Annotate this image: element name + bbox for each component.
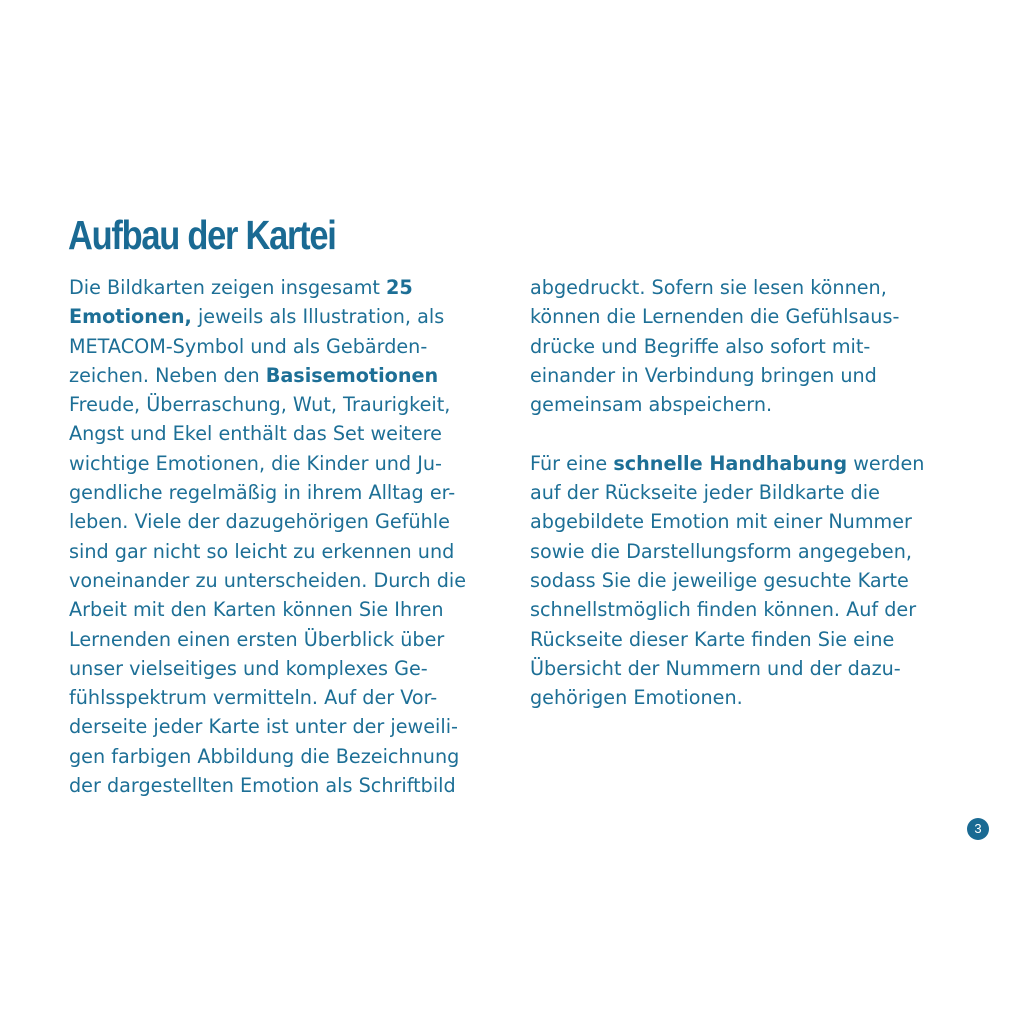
text-line: voneinander zu unterscheiden. Durch die — [69, 568, 467, 592]
text-line: Lernenden einen ersten Überblick über — [69, 627, 445, 651]
paragraph-gap — [530, 419, 970, 448]
page-title: Aufbau der Kartei — [68, 212, 336, 258]
text-line: Für eine schnelle Handhabung werden — [530, 451, 925, 475]
text-line: Emotionen, jeweils als Illustration, als — [69, 305, 445, 329]
text-line: sodass Sie die jeweilige gesuchte Karte — [530, 568, 909, 592]
text-line: fühlsspektrum vermitteln. Auf der Vor- — [69, 686, 438, 710]
text-line: abgebildete Emotion mit einer Nummer — [530, 510, 912, 534]
text-line: METACOM-Symbol und als Gebärden- — [69, 334, 428, 358]
text-line: derseite jeder Karte ist unter der jeweili- — [69, 715, 458, 739]
text-line: unser vielseitiges und komplexes Ge- — [69, 656, 428, 680]
text-line: gemeinsam abspeichern. — [530, 393, 773, 417]
text-line: drücke und Begriffe also sofort mit- — [530, 334, 871, 358]
text-line: sind gar nicht so leicht zu erkennen und — [69, 539, 455, 563]
text-line: abgedruckt. Sofern sie lesen können, — [530, 276, 887, 299]
page-number-badge: 3 — [967, 818, 989, 840]
text-line: gendliche regelmäßig in ihrem Alltag er- — [69, 481, 456, 505]
text-line: Freude, Überraschung, Wut, Traurigkeit, — [69, 393, 451, 417]
text-line: zeichen. Neben den Basisemotionen — [69, 363, 439, 387]
text-line: sowie die Darstellungsform angegeben, — [530, 539, 912, 563]
text-line: wichtige Emotionen, die Kinder und Ju- — [69, 451, 442, 475]
text-line: Arbeit mit den Karten können Sie Ihren — [69, 598, 444, 622]
text-line: leben. Viele der dazugehörigen Gefühle — [69, 510, 450, 534]
text-line: einander in Verbindung bringen und — [530, 363, 877, 387]
text-line: Übersicht der Nummern und der dazu- — [530, 656, 901, 680]
text-line: Angst und Ekel enthält das Set weitere — [69, 422, 442, 446]
text-line: Rückseite dieser Karte finden Sie eine — [530, 627, 895, 651]
right-column — [530, 273, 970, 712]
left-column — [69, 273, 509, 800]
text-line: schnellstmöglich finden können. Auf der — [530, 598, 917, 622]
text-line: können die Lernenden die Gefühlsaus- — [530, 305, 900, 329]
text-line: der dargestellten Emotion als Schriftbild — [69, 774, 456, 798]
text-line: auf der Rückseite jeder Bildkarte die — [530, 481, 880, 505]
text-line: gen farbigen Abbildung die Bezeichnung — [69, 744, 460, 768]
text-line: Die Bildkarten zeigen insgesamt 25 — [69, 276, 413, 299]
text-line: gehörigen Emotionen. — [530, 686, 743, 710]
